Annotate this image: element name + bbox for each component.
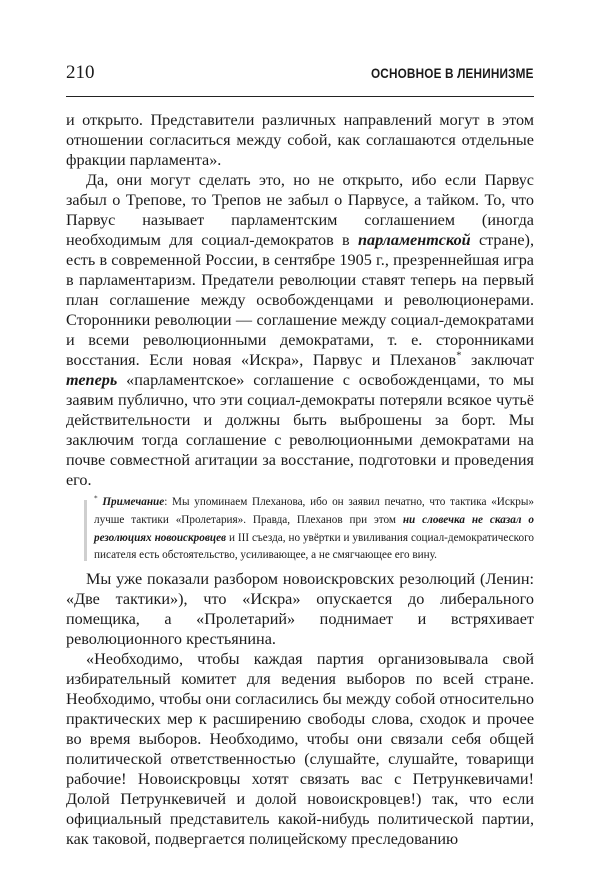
page-header [66, 62, 534, 86]
paragraph-4: «Необходимо, чтобы каждая партия организовывала свой избирательный комитет для ведения выборов по всей стране. Необходимо, чтобы они согласились бы между собой относительно практических мер к расширению свободы слова, сходок и прочее во время выборов. Необходимо, чтобы они связали себя общей политической ответственностью (слушайте, слушайте, товарищи рабочие! Новоискровцы хотят связать вас с Петрункевичами! Долой Петрункевичей и долой новоискровцев!) так, что если официальный представитель какой-нибудь политической партии, как таковой, подвергается полицейскому преследованию [66, 650, 534, 849]
paragraph-3: Мы уже показали разбором новоискровских резолюций (Ленин: «Две тактики»), что «Искра» опускается до либерального помещика, а «Пролетарий» поднимает и встряхивает революционного крестьянина. [66, 570, 534, 649]
footnote [66, 494, 534, 565]
paragraph-2: Да, они могут сделать это, но не открыто, ибо если Парвус забыл о Трепове, то Трепов не забыл о Парвусе, а тайком. То, что Парвус называет парламентским соглашением (иногда необходимым для социал-демократов в парламентской стране), есть в современной России, в сентябре 1905 г., презреннейшая игра в парламентаризм. Предатели революции ставят теперь на первый план соглашение между освобожденцами и революционерами. Сторонники революции — соглашение между социал-демократами и всеми революционными демократами, т. е. сторонниками восстания. Если новая «Искра», Парвус и Плеханов* заключат теперь «парламентское» соглашение с освобожденцами, то мы заявим публично, что эти социал-демократы потеряли всякое чутьё действительности и должны быть выброшены за борт. Мы заключим тогда соглашение с революционными демократами на почве совместной агитации за восстание, подготовки и проведения его. [66, 171, 535, 489]
body-text [66, 110, 534, 849]
emphasis-now: теперь [66, 371, 118, 389]
page-number: 210 [66, 62, 95, 83]
footnote-marker: * [456, 350, 462, 362]
paragraph-1: и открыто. Представители различных направлений могут в этом отношении согласиться между собой, как соглашаются отдельные фракции парламента». [66, 111, 534, 169]
header-rule [66, 96, 534, 97]
footnote-bar [84, 500, 87, 561]
running-title: ОСНОВНОЕ В ЛЕНИНИЗМЕ [371, 65, 534, 81]
footnote-text: * Примечание: Мы упоминаем Плеханова, ибо он заявил печатно, что тактика «Искры» лучше тактики «Пролетария». Правда, Плеханов при этом ни словечка не сказал о резолюциях новоискровцев и III съезда, но увёртки и увиливания социал-демократического писателя есть обстоятельство, усиливающее, а не смягчающее его вину. [94, 494, 534, 562]
footnote-label: Примечание [102, 496, 165, 508]
footnote-emphasis: ни словечка не сказал о резолюциях новоискровцев [94, 513, 534, 544]
emphasis-parliamentary: парламентской [357, 231, 471, 249]
